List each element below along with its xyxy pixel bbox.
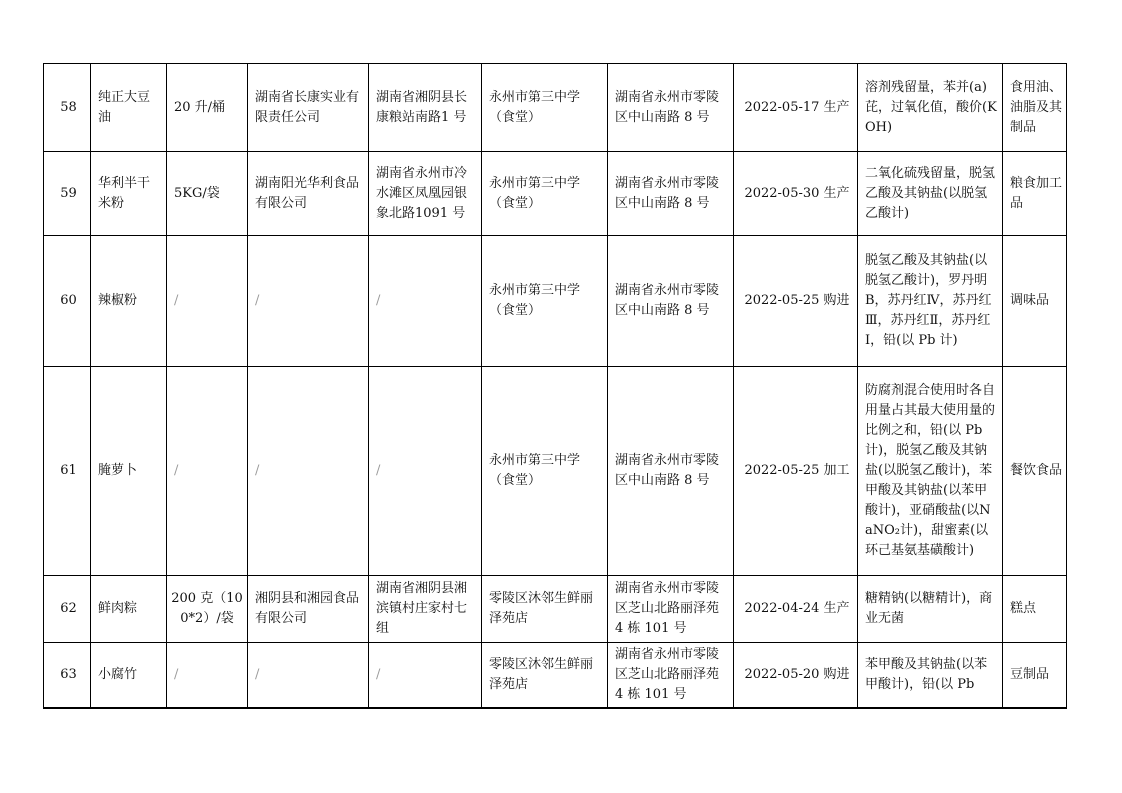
table-row [44,152,1067,236]
food-category: 调味品 [1003,236,1067,367]
row-number: 59 [44,152,91,236]
table-row [44,64,1067,152]
sampled-unit: 永州市第三中学（食堂） [482,367,608,576]
manufacturer-address: / [369,643,482,708]
row-number: 62 [44,576,91,643]
manufacturer: 湖南省长康实业有限责任公司 [248,64,369,152]
production-date: 2022-05-30 生产 [734,152,858,236]
sampled-unit: 永州市第三中学（食堂） [482,152,608,236]
product-name: 辣椒粉 [91,236,167,367]
food-category: 糕点 [1003,576,1067,643]
sampled-unit: 零陵区沐邻生鲜丽泽苑店 [482,643,608,708]
manufacturer-address: 湖南省湘阴县湘滨镇村庄家村七组 [369,576,482,643]
manufacturer: 湘阴县和湘园食品有限公司 [248,576,369,643]
test-items: 苯甲酸及其钠盐(以苯甲酸计)，铅(以 Pb [858,643,1003,708]
test-items: 糖精钠(以糖精计)，商业无菌 [858,576,1003,643]
test-items: 二氧化硫残留量，脱氢乙酸及其钠盐(以脱氢乙酸计) [858,152,1003,236]
food-category: 食用油、油脂及其制品 [1003,64,1067,152]
manufacturer-address: / [369,236,482,367]
production-date: 2022-05-25 购进 [734,236,858,367]
manufacturer-address: 湖南省湘阴县长康粮站南路1 号 [369,64,482,152]
production-date: 2022-05-25 加工 [734,367,858,576]
row-number: 63 [44,643,91,708]
test-items: 脱氢乙酸及其钠盐(以脱氢乙酸计)，罗丹明 B，苏丹红Ⅳ，苏丹红Ⅲ，苏丹红Ⅱ，苏丹红Ⅰ，铅(以 Pb 计) [858,236,1003,367]
product-spec: / [167,367,248,576]
sampled-unit: 零陵区沐邻生鲜丽泽苑店 [482,576,608,643]
sampled-unit-address: 湖南省永州市零陵区芝山北路丽泽苑 4 栋 101 号 [608,576,734,643]
manufacturer: / [248,236,369,367]
product-spec: / [167,643,248,708]
product-name: 纯正大豆油 [91,64,167,152]
sampled-unit-address: 湖南省永州市零陵区中山南路 8 号 [608,152,734,236]
manufacturer: / [248,643,369,708]
table-row [44,236,1067,367]
sampled-unit-address: 湖南省永州市零陵区芝山北路丽泽苑 4 栋 101 号 [608,643,734,708]
manufacturer-address: / [369,367,482,576]
product-spec: 20 升/桶 [167,64,248,152]
manufacturer: 湖南阳光华利食品有限公司 [248,152,369,236]
table-row [44,576,1067,643]
table-row [44,367,1067,576]
sampled-unit: 永州市第三中学（食堂） [482,64,608,152]
table-row [44,643,1067,708]
manufacturer-address: 湖南省永州市冷水滩区凤凰园银象北路1091 号 [369,152,482,236]
product-spec: 200 克（100*2）/袋 [167,576,248,643]
sampled-unit-address: 湖南省永州市零陵区中山南路 8 号 [608,236,734,367]
manufacturer: / [248,367,369,576]
sampling-results-table [43,63,1067,709]
row-number: 58 [44,64,91,152]
food-category: 粮食加工品 [1003,152,1067,236]
test-items: 防腐剂混合使用时各自用量占其最大使用量的比例之和，铅(以 Pb 计)，脱氢乙酸及其钠盐(以脱氢乙酸计)，苯甲酸及其钠盐(以苯甲酸计)，亚硝酸盐(以NaNO₂计)，甜蜜素(以环己基氨基磺酸计) [858,367,1003,576]
sampled-unit-address: 湖南省永州市零陵区中山南路 8 号 [608,64,734,152]
test-items: 溶剂残留量，苯并(a)芘，过氧化值，酸价(KOH) [858,64,1003,152]
product-name: 鲜肉粽 [91,576,167,643]
production-date: 2022-04-24 生产 [734,576,858,643]
product-spec: / [167,236,248,367]
production-date: 2022-05-17 生产 [734,64,858,152]
product-spec: 5KG/袋 [167,152,248,236]
product-name: 腌萝卜 [91,367,167,576]
product-name: 小腐竹 [91,643,167,708]
production-date: 2022-05-20 购进 [734,643,858,708]
sampled-unit-address: 湖南省永州市零陵区中山南路 8 号 [608,367,734,576]
row-number: 61 [44,367,91,576]
product-name: 华利半干米粉 [91,152,167,236]
sampled-unit: 永州市第三中学（食堂） [482,236,608,367]
food-category: 餐饮食品 [1003,367,1067,576]
food-category: 豆制品 [1003,643,1067,708]
row-number: 60 [44,236,91,367]
